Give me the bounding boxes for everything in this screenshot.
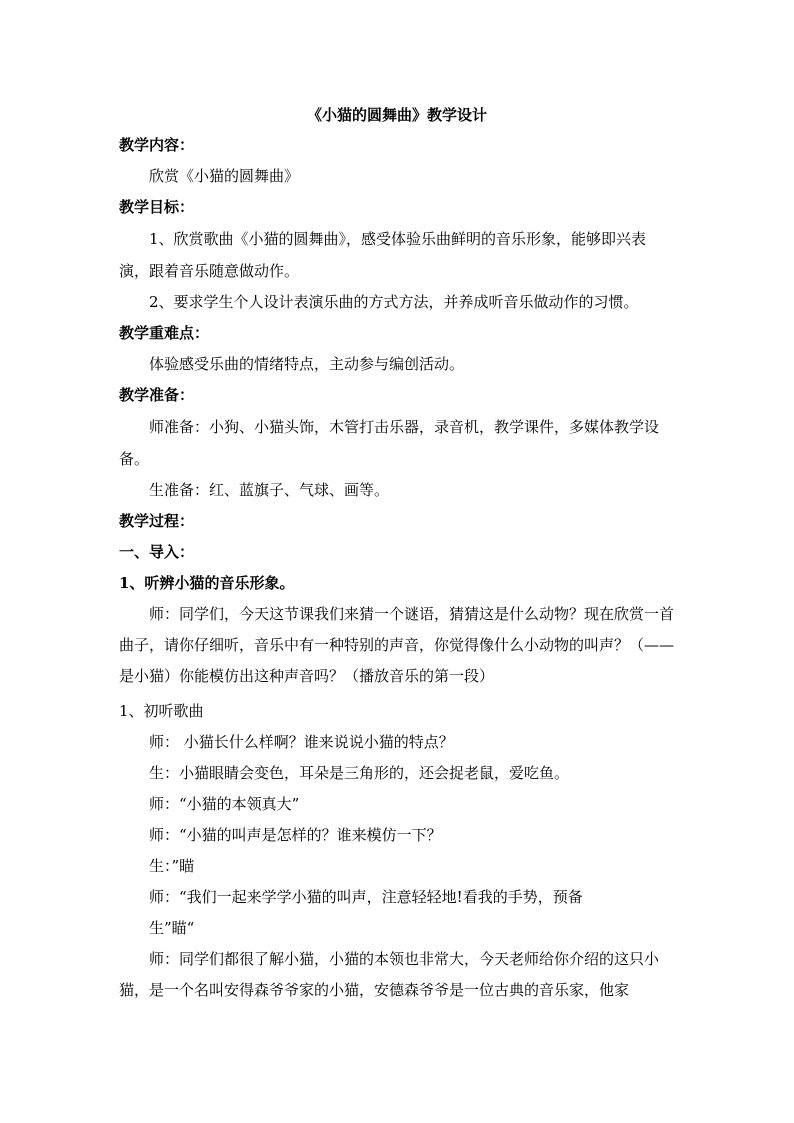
dialogue-line: 师：“小猫的本领真大” [149,795,300,813]
process-heading: 教学过程： [119,512,195,530]
student-preparation: 生准备：红、蓝旗子、气球、画等。 [149,481,390,499]
goals-heading: 教学目标： [119,198,195,216]
preparation-heading: 教学准备： [119,386,195,404]
dialogue-line: 生：小猫眼睛会变色，耳朵是三角形的，还会捉老鼠，爱吃鱼。 [149,764,570,782]
closing-text: 师：同学们都很了解小猫，小猫的本领也非常大，今天老师给你介绍的这只小猫，是一个名叫安得森爷爷家的小猫，安德森爷爷是一位古典的音乐家，他家 [119,950,660,999]
goal-2: 2、要求学生个人设计表演乐曲的方式方法，并养成听音乐做动作的习惯。 [149,293,639,311]
document-title: 《小猫的圆舞曲》教学设计 [306,106,487,124]
content-text: 欣赏《小猫的圆舞曲》 [149,167,300,185]
first-listen-heading: 1、初听歌曲 [119,702,204,720]
step-listen-heading: 1、听辨小猫的音乐形象。 [119,574,295,592]
key-points-text: 体验感受乐曲的情绪特点，主动参与编创活动。 [149,355,465,373]
dialogue-line: 师：“小猫的叫声是怎样的？谁来模仿一下？ [149,826,442,844]
dialogue-line: 师：“我们一起来学学小猫的叫声，注意轻轻地!看我的手势，预备 [149,888,583,906]
key-points-heading: 教学重难点： [119,324,210,342]
dialogue-line: 生”瞄“ [149,919,195,937]
document-body [119,101,675,1006]
section-intro-heading: 一、导入： [119,543,195,561]
dialogue-line: 师： 小猫长什么样啊？谁来说说小猫的特点？ [149,733,454,751]
goal-1: 1、欣赏歌曲《小猫的圆舞曲》，感受体验乐曲鲜明的音乐形象，能够即兴表演，跟着音乐随意做动作。 [119,230,647,280]
step-listen-text: 师：同学们，今天这节课我们来猜一个谜语，猜猜这是什么动物？现在欣赏一首曲子，请你仔细听，音乐中有一种特别的声音，你觉得像什么小动物的叫声？（——是小猫）你能模仿出这种声音吗？（播放音乐的第一段） [119,605,675,685]
dialogue-line: 生：”瞄 [149,857,195,875]
teacher-preparation: 师准备：小狗、小猫头饰，木管打击乐器，录音机，教学课件，多媒体教学设备。 [119,418,660,468]
content-heading: 教学内容： [119,136,195,154]
